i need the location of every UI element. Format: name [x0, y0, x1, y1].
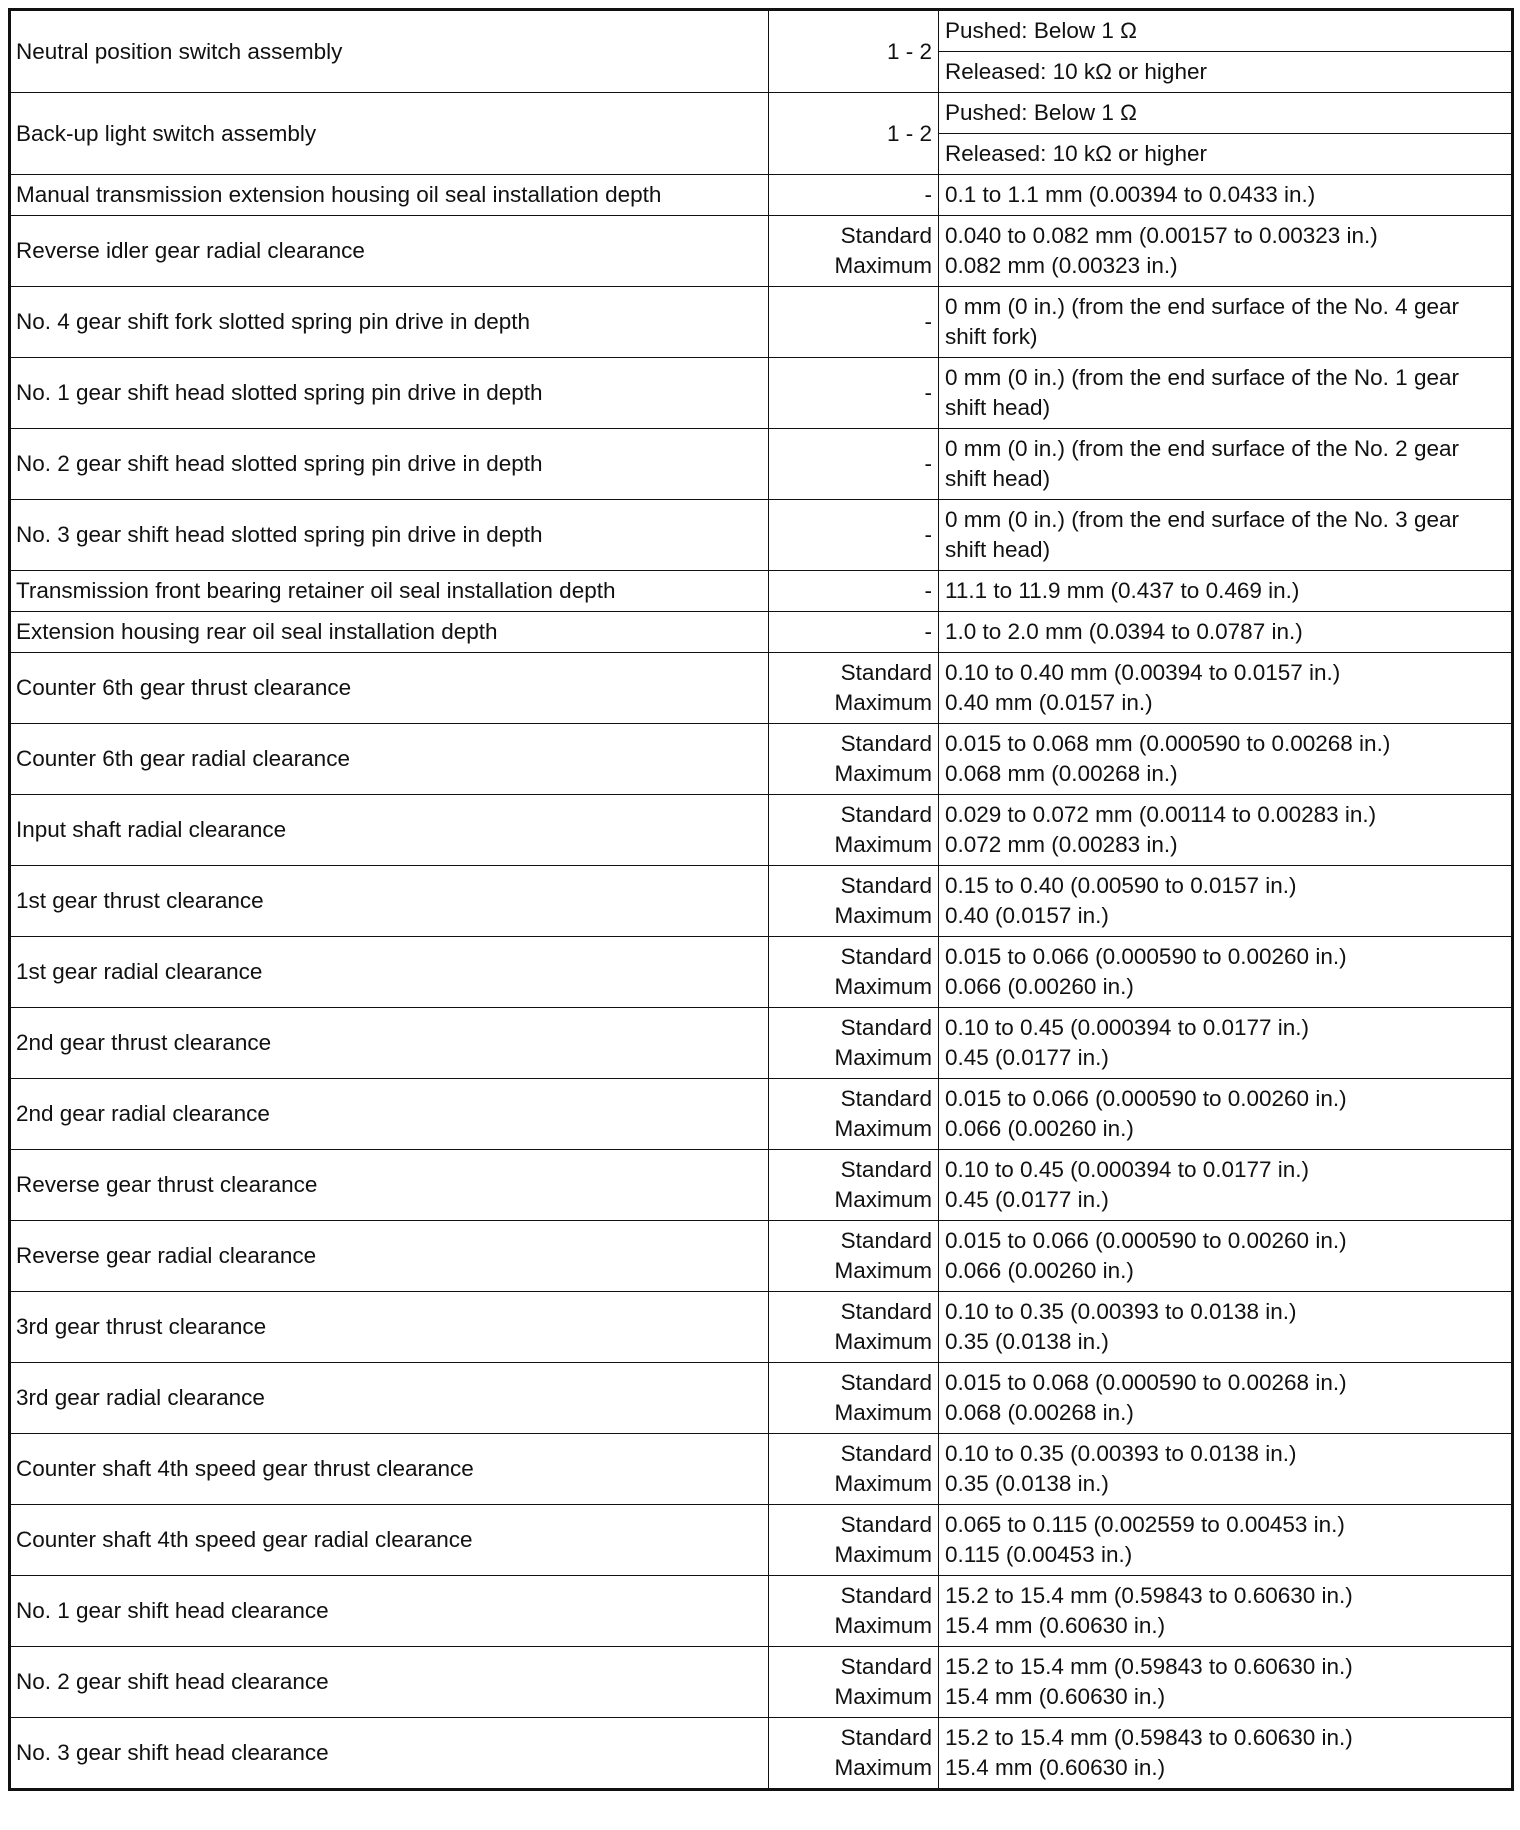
item-cell: No. 3 gear shift head slotted spring pin drive in depth [10, 500, 769, 571]
value-cell [939, 1505, 1513, 1576]
condition-cell: - [769, 500, 939, 571]
table-row [10, 10, 1513, 52]
table-row [10, 1718, 1513, 1790]
standard-label: Standard [840, 1441, 932, 1466]
value-cell: 0.1 to 1.1 mm (0.00394 to 0.0433 in.) [939, 175, 1513, 216]
standard-value: 0.029 to 0.072 mm (0.00114 to 0.00283 in.) [945, 802, 1377, 827]
value-cell [939, 1150, 1513, 1221]
maximum-label: Maximum [834, 1329, 932, 1354]
condition-cell: - [769, 175, 939, 216]
released-value-cell: Released: 10 kΩ or higher [939, 134, 1513, 175]
condition-cell [769, 1079, 939, 1150]
maximum-value: 15.4 mm (0.60630 in.) [945, 1613, 1166, 1638]
table-row [10, 1292, 1513, 1363]
item-cell: Counter 6th gear thrust clearance [10, 653, 769, 724]
maximum-label: Maximum [834, 253, 932, 278]
value-cell: 11.1 to 11.9 mm (0.437 to 0.469 in.) [939, 571, 1513, 612]
standard-label: Standard [840, 660, 932, 685]
maximum-value: 0.40 mm (0.0157 in.) [945, 690, 1153, 715]
item-cell: Input shaft radial clearance [10, 795, 769, 866]
value-cell [939, 795, 1513, 866]
maximum-label: Maximum [834, 1613, 932, 1638]
terminal-cell: 1 - 2 [769, 10, 939, 93]
condition-cell: - [769, 429, 939, 500]
table-row [10, 1505, 1513, 1576]
value-cell [939, 1221, 1513, 1292]
maximum-value: 0.068 (0.00268 in.) [945, 1400, 1134, 1425]
specification-table-body [10, 10, 1513, 1790]
value-cell [939, 1718, 1513, 1790]
condition-cell [769, 1008, 939, 1079]
standard-value: 0.10 to 0.45 (0.000394 to 0.0177 in.) [945, 1157, 1310, 1182]
standard-value: 15.2 to 15.4 mm (0.59843 to 0.60630 in.) [945, 1583, 1353, 1608]
standard-value: 0.10 to 0.35 (0.00393 to 0.0138 in.) [945, 1299, 1297, 1324]
condition-cell: - [769, 287, 939, 358]
item-cell: Extension housing rear oil seal installation depth [10, 612, 769, 653]
condition-cell [769, 866, 939, 937]
standard-value: 0.10 to 0.45 (0.000394 to 0.0177 in.) [945, 1015, 1310, 1040]
table-row [10, 1363, 1513, 1434]
pushed-value-cell: Pushed: Below 1 Ω [939, 10, 1513, 52]
standard-label: Standard [840, 1228, 932, 1253]
condition-cell [769, 216, 939, 287]
maximum-label: Maximum [834, 1400, 932, 1425]
table-row [10, 653, 1513, 724]
table-row [10, 1647, 1513, 1718]
item-cell: Transmission front bearing retainer oil seal installation depth [10, 571, 769, 612]
value-cell [939, 1363, 1513, 1434]
maximum-label: Maximum [834, 1471, 932, 1496]
maximum-label: Maximum [834, 761, 932, 786]
item-cell: 1st gear radial clearance [10, 937, 769, 1008]
standard-label: Standard [840, 1370, 932, 1395]
value-cell [939, 1647, 1513, 1718]
table-row [10, 795, 1513, 866]
value-cell [939, 1292, 1513, 1363]
table-row [10, 1576, 1513, 1647]
maximum-label: Maximum [834, 1542, 932, 1567]
condition-cell [769, 1576, 939, 1647]
value-cell [939, 937, 1513, 1008]
standard-label: Standard [840, 1086, 932, 1111]
item-cell: Reverse idler gear radial clearance [10, 216, 769, 287]
standard-label: Standard [840, 1583, 932, 1608]
item-cell: 3rd gear thrust clearance [10, 1292, 769, 1363]
value-cell [939, 216, 1513, 287]
value-cell: 0 mm (0 in.) (from the end surface of the No. 4 gear shift fork) [939, 287, 1513, 358]
maximum-label: Maximum [834, 1258, 932, 1283]
value-cell [939, 1576, 1513, 1647]
condition-cell [769, 1363, 939, 1434]
standard-label: Standard [840, 873, 932, 898]
standard-value: 0.065 to 0.115 (0.002559 to 0.00453 in.) [945, 1512, 1345, 1537]
maximum-value: 0.45 (0.0177 in.) [945, 1187, 1109, 1212]
standard-value: 0.040 to 0.082 mm (0.00157 to 0.00323 in.) [945, 223, 1378, 248]
maximum-label: Maximum [834, 690, 932, 715]
standard-label: Standard [840, 1512, 932, 1537]
standard-label: Standard [840, 1157, 932, 1182]
maximum-value: 0.066 (0.00260 in.) [945, 974, 1134, 999]
condition-cell [769, 795, 939, 866]
condition-cell [769, 653, 939, 724]
maximum-label: Maximum [834, 1684, 932, 1709]
maximum-value: 0.35 (0.0138 in.) [945, 1471, 1109, 1496]
table-row [10, 175, 1513, 216]
maximum-value: 0.066 (0.00260 in.) [945, 1258, 1134, 1283]
value-cell: 0 mm (0 in.) (from the end surface of the No. 1 gear shift head) [939, 358, 1513, 429]
table-row [10, 500, 1513, 571]
maximum-label: Maximum [834, 903, 932, 928]
table-row [10, 287, 1513, 358]
standard-value: 0.015 to 0.066 (0.000590 to 0.00260 in.) [945, 1228, 1347, 1253]
maximum-label: Maximum [834, 1755, 932, 1780]
item-cell: No. 1 gear shift head clearance [10, 1576, 769, 1647]
maximum-value: 15.4 mm (0.60630 in.) [945, 1755, 1166, 1780]
standard-label: Standard [840, 802, 932, 827]
item-cell: No. 2 gear shift head slotted spring pin drive in depth [10, 429, 769, 500]
table-row [10, 216, 1513, 287]
item-cell: Counter shaft 4th speed gear radial clearance [10, 1505, 769, 1576]
value-cell [939, 1434, 1513, 1505]
condition-cell [769, 1292, 939, 1363]
condition-cell [769, 1505, 939, 1576]
maximum-value: 0.40 (0.0157 in.) [945, 903, 1109, 928]
maximum-value: 15.4 mm (0.60630 in.) [945, 1684, 1166, 1709]
table-row [10, 1008, 1513, 1079]
table-row [10, 1434, 1513, 1505]
standard-label: Standard [840, 1654, 932, 1679]
maximum-value: 0.066 (0.00260 in.) [945, 1116, 1134, 1141]
table-row [10, 93, 1513, 134]
condition-cell [769, 1434, 939, 1505]
standard-value: 0.015 to 0.068 mm (0.000590 to 0.00268 in.) [945, 731, 1391, 756]
condition-cell [769, 937, 939, 1008]
maximum-label: Maximum [834, 1187, 932, 1212]
item-cell: 3rd gear radial clearance [10, 1363, 769, 1434]
item-cell: No. 1 gear shift head slotted spring pin drive in depth [10, 358, 769, 429]
condition-cell [769, 1221, 939, 1292]
maximum-value: 0.115 (0.00453 in.) [945, 1542, 1133, 1567]
standard-value: 0.015 to 0.068 (0.000590 to 0.00268 in.) [945, 1370, 1347, 1395]
condition-cell [769, 1150, 939, 1221]
standard-value: 15.2 to 15.4 mm (0.59843 to 0.60630 in.) [945, 1654, 1353, 1679]
terminal-cell: 1 - 2 [769, 93, 939, 175]
value-cell [939, 653, 1513, 724]
maximum-label: Maximum [834, 1045, 932, 1070]
maximum-label: Maximum [834, 974, 932, 999]
standard-label: Standard [840, 731, 932, 756]
standard-value: 15.2 to 15.4 mm (0.59843 to 0.60630 in.) [945, 1725, 1353, 1750]
specification-table [8, 8, 1514, 1791]
table-row [10, 429, 1513, 500]
table-row [10, 1221, 1513, 1292]
value-cell [939, 724, 1513, 795]
standard-value: 0.10 to 0.40 mm (0.00394 to 0.0157 in.) [945, 660, 1341, 685]
table-row [10, 1150, 1513, 1221]
condition-cell: - [769, 358, 939, 429]
table-row [10, 937, 1513, 1008]
standard-label: Standard [840, 1299, 932, 1324]
table-row [10, 1079, 1513, 1150]
value-cell: 0 mm (0 in.) (from the end surface of the No. 3 gear shift head) [939, 500, 1513, 571]
item-cell: Counter shaft 4th speed gear thrust clearance [10, 1434, 769, 1505]
item-cell: Reverse gear thrust clearance [10, 1150, 769, 1221]
standard-value: 0.15 to 0.40 (0.00590 to 0.0157 in.) [945, 873, 1297, 898]
table-row [10, 866, 1513, 937]
released-value-cell: Released: 10 kΩ or higher [939, 52, 1513, 93]
condition-cell [769, 1718, 939, 1790]
item-cell: 2nd gear radial clearance [10, 1079, 769, 1150]
item-cell: Manual transmission extension housing oil seal installation depth [10, 175, 769, 216]
maximum-label: Maximum [834, 1116, 932, 1141]
value-cell [939, 1079, 1513, 1150]
condition-cell [769, 724, 939, 795]
maximum-value: 0.45 (0.0177 in.) [945, 1045, 1109, 1070]
value-cell: 1.0 to 2.0 mm (0.0394 to 0.0787 in.) [939, 612, 1513, 653]
maximum-value: 0.082 mm (0.00323 in.) [945, 253, 1178, 278]
standard-label: Standard [840, 944, 932, 969]
maximum-value: 0.072 mm (0.00283 in.) [945, 832, 1178, 857]
item-cell: Back-up light switch assembly [10, 93, 769, 175]
value-cell [939, 1008, 1513, 1079]
item-cell: Reverse gear radial clearance [10, 1221, 769, 1292]
standard-value: 0.015 to 0.066 (0.000590 to 0.00260 in.) [945, 1086, 1347, 1111]
condition-cell: - [769, 612, 939, 653]
item-cell: Counter 6th gear radial clearance [10, 724, 769, 795]
maximum-value: 0.068 mm (0.00268 in.) [945, 761, 1178, 786]
standard-label: Standard [840, 1015, 932, 1040]
table-row [10, 612, 1513, 653]
condition-cell [769, 1647, 939, 1718]
condition-cell: - [769, 571, 939, 612]
item-cell: No. 3 gear shift head clearance [10, 1718, 769, 1790]
item-cell: 1st gear thrust clearance [10, 866, 769, 937]
value-cell [939, 866, 1513, 937]
standard-value: 0.10 to 0.35 (0.00393 to 0.0138 in.) [945, 1441, 1297, 1466]
table-row [10, 358, 1513, 429]
table-row [10, 571, 1513, 612]
pushed-value-cell: Pushed: Below 1 Ω [939, 93, 1513, 134]
item-cell: No. 4 gear shift fork slotted spring pin drive in depth [10, 287, 769, 358]
value-cell: 0 mm (0 in.) (from the end surface of the No. 2 gear shift head) [939, 429, 1513, 500]
standard-label: Standard [840, 223, 932, 248]
standard-value: 0.015 to 0.066 (0.000590 to 0.00260 in.) [945, 944, 1347, 969]
item-cell: 2nd gear thrust clearance [10, 1008, 769, 1079]
maximum-value: 0.35 (0.0138 in.) [945, 1329, 1109, 1354]
item-cell: Neutral position switch assembly [10, 10, 769, 93]
table-row [10, 724, 1513, 795]
item-cell: No. 2 gear shift head clearance [10, 1647, 769, 1718]
standard-label: Standard [840, 1725, 932, 1750]
maximum-label: Maximum [834, 832, 932, 857]
